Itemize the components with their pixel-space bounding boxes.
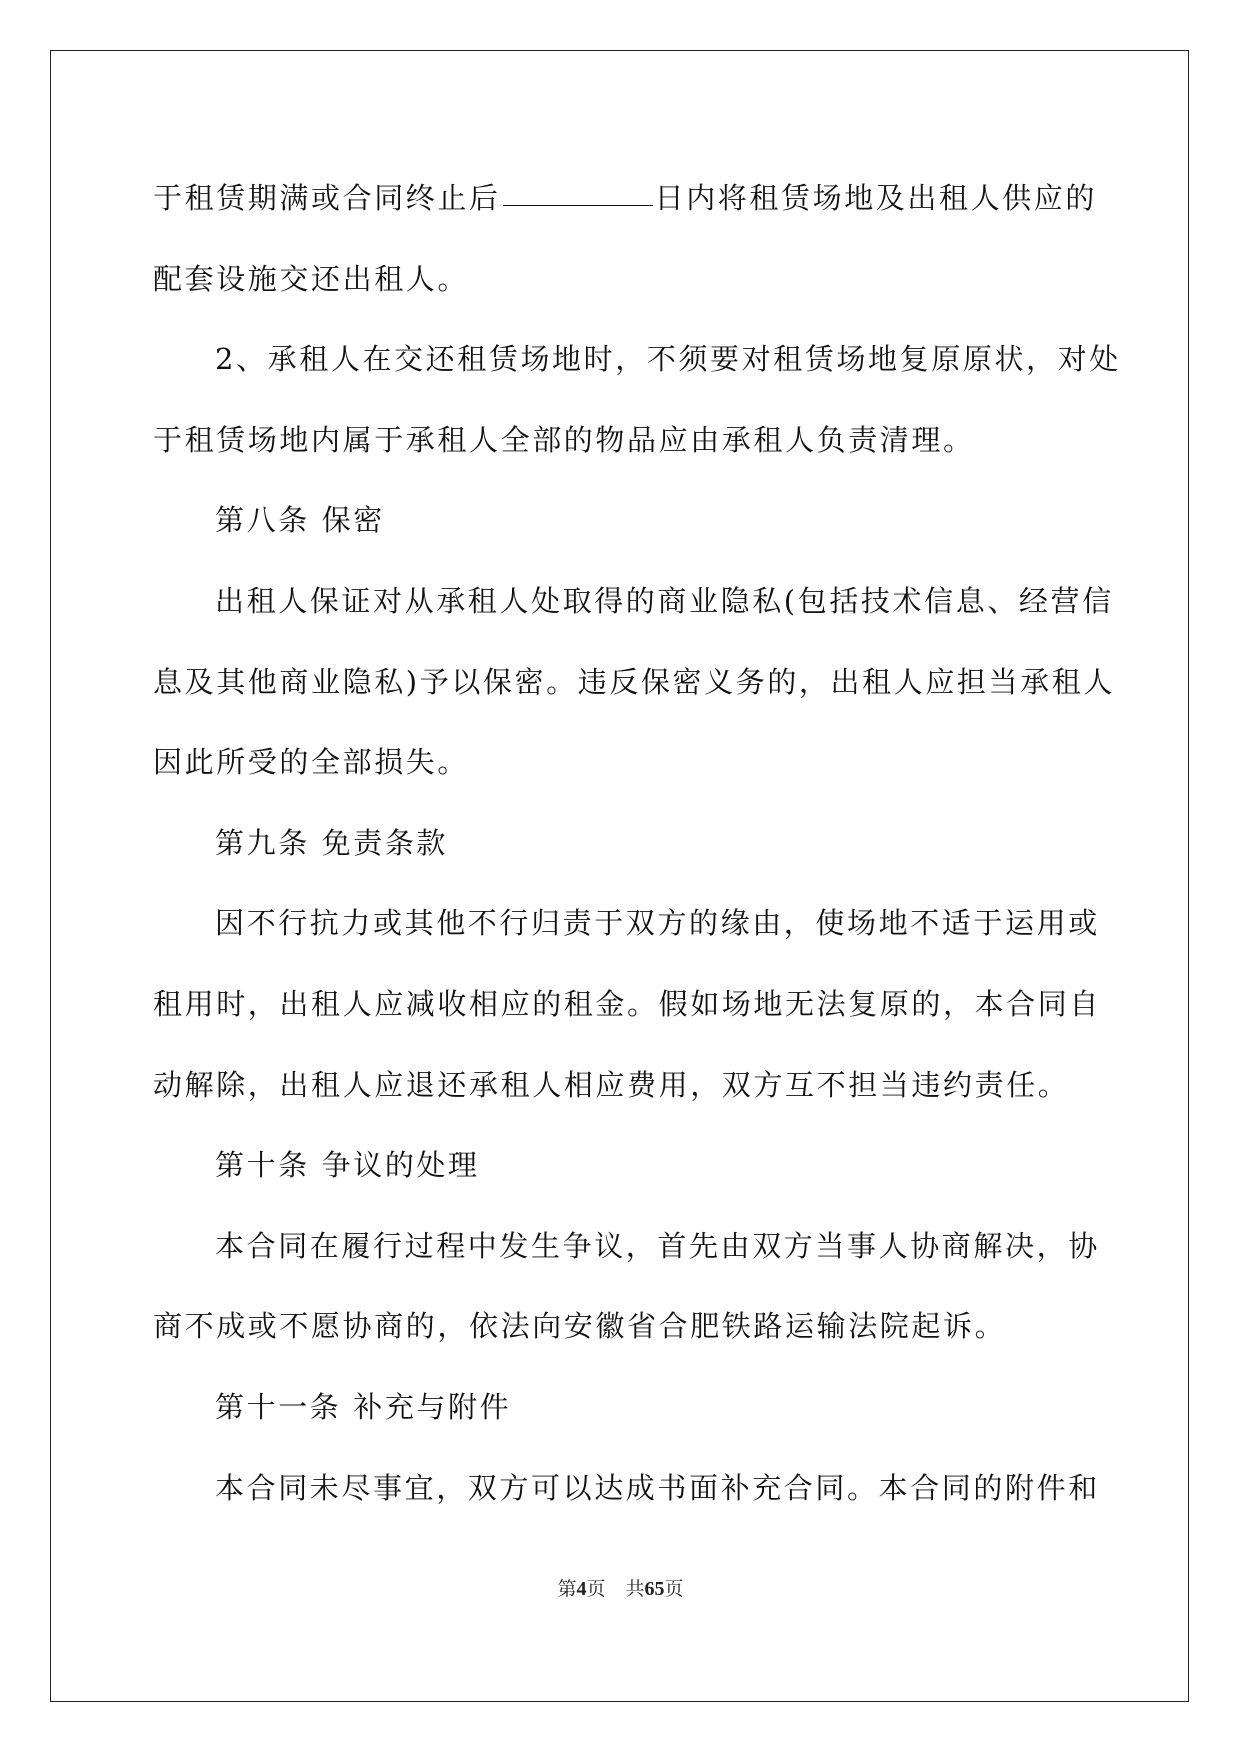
paragraph-line: 于租赁场地内属于承租人全部的物品应由承租人负责清理。 xyxy=(153,422,975,457)
paragraph-line: 动解除，出租人应退还承租人相应费用，双方互不担当违约责任。 xyxy=(153,1067,1070,1102)
paragraph-line: 配套设施交还出租人。 xyxy=(153,261,470,296)
paragraph-line: 因不行抗力或其他不行归责于双方的缘由，使场地不适于运用或 xyxy=(215,906,1100,941)
page-footer xyxy=(0,1574,1241,1601)
paragraph-line: 租用时，出租人应减收相应的租金。假如场地无法复原的，本合同自 xyxy=(153,986,1102,1021)
paragraph-line: 出租人保证对从承租人处取得的商业隐私(包括技术信息、经营信 xyxy=(215,583,1114,618)
document-body xyxy=(153,158,1121,1528)
footer-total-prefix: 共 xyxy=(625,1578,645,1600)
total-page-count: 65 xyxy=(644,1578,665,1600)
section-heading: 第十一条 补充与附件 xyxy=(215,1389,512,1424)
paragraph-line: 因此所受的全部损失。 xyxy=(153,745,470,780)
footer-total-suffix: 页 xyxy=(664,1578,684,1600)
footer-prefix: 第 xyxy=(557,1578,577,1600)
current-page-number: 4 xyxy=(576,1578,587,1600)
fill-in-blank xyxy=(503,183,653,206)
paragraph-line: 本合同未尽事宜，双方可以达成书面补充合同。本合同的附件和 xyxy=(215,1470,1100,1505)
paragraph-line: 息及其他商业隐私)予以保密。违反保密义务的，出租人应担当承租人 xyxy=(153,664,1115,699)
paragraph-line: 2、承租人在交还租赁场地时，不须要对租赁场地复原原状，对处 xyxy=(215,342,1121,377)
text-segment: 日内将租赁场地及出租人供应的 xyxy=(654,181,1098,215)
section-heading: 第九条 免责条款 xyxy=(215,825,449,860)
paragraph-line xyxy=(153,158,1098,239)
paragraph-line: 商不成或不愿协商的，依法向安徽省合肥铁路运输法院起诉。 xyxy=(153,1309,1007,1344)
footer-page-suffix: 页 xyxy=(586,1578,606,1600)
section-heading: 第十条 争议的处理 xyxy=(215,1148,480,1183)
section-heading: 第八条 保密 xyxy=(215,503,385,538)
text-segment: 于租赁期满或合同终止后 xyxy=(153,181,501,215)
paragraph-line: 本合同在履行过程中发生争议，首先由双方当事人协商解决，协 xyxy=(215,1228,1100,1263)
